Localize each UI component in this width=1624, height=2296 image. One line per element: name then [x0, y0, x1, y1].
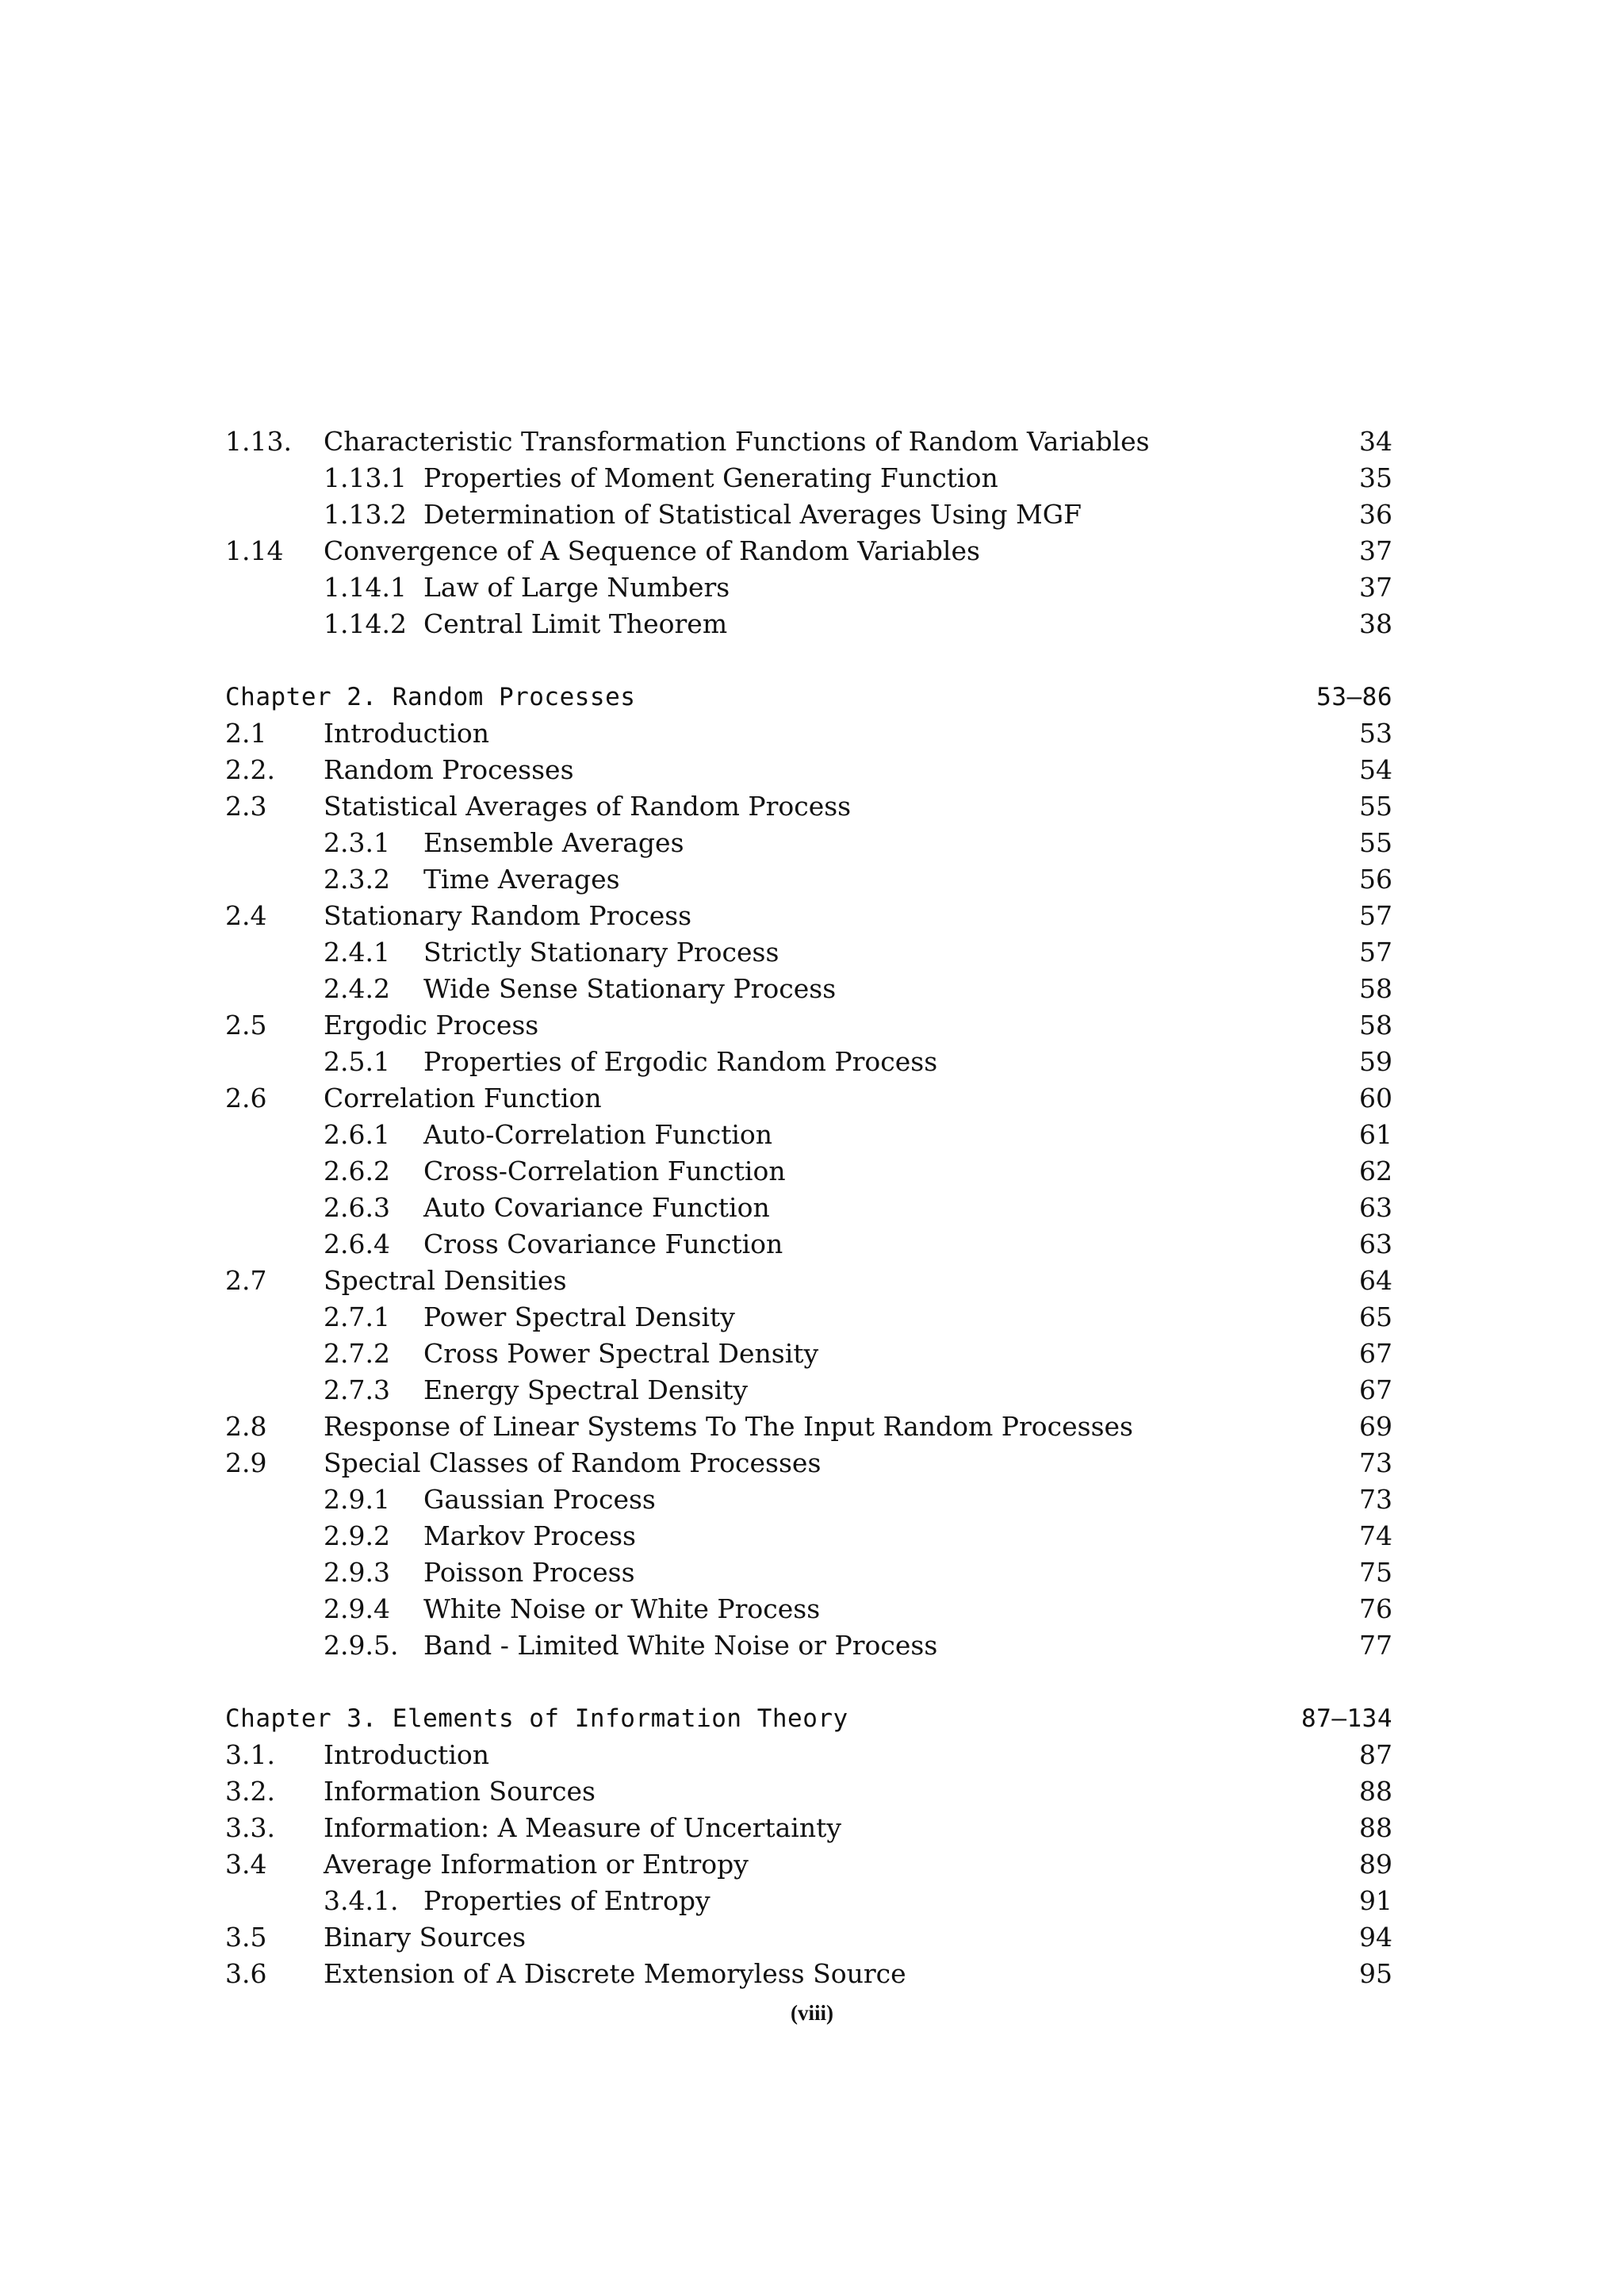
toc-entry [225, 1919, 1392, 1956]
section-title: White Noise or White Process [423, 1593, 821, 1624]
section-title: Cross-Correlation Function [423, 1156, 786, 1186]
page-number: 63 [1359, 1192, 1392, 1223]
toc-subentry [225, 1299, 1392, 1336]
toc-entry [225, 424, 1392, 460]
section-title: Correlation Function [324, 1083, 602, 1114]
toc-subentry [225, 1518, 1392, 1554]
toc-subentry [225, 971, 1392, 1007]
toc-subentry [225, 1883, 1392, 1919]
toc-entry [225, 715, 1392, 752]
section-title: Introduction [324, 1739, 489, 1770]
section-number: 2.9.3 [324, 1557, 390, 1588]
toc-entry [225, 1956, 1392, 1992]
section-number: 2.5 [225, 1010, 267, 1041]
toc-subentry [225, 1591, 1392, 1627]
section-number: 2.7.3 [324, 1374, 390, 1405]
page-number: 89 [1359, 1849, 1392, 1880]
toc-subentry [225, 1153, 1392, 1190]
section-number: 2.1 [225, 718, 267, 749]
page-number: 73 [1359, 1484, 1392, 1515]
section-title: Ensemble Averages [423, 827, 684, 858]
toc-subentry [225, 569, 1392, 606]
section-number: 2.9 [225, 1447, 267, 1478]
toc-entry [225, 1409, 1392, 1445]
section-title: Auto-Correlation Function [423, 1119, 773, 1150]
toc-entry [225, 1007, 1392, 1044]
page-number: 56 [1359, 864, 1392, 895]
page-number: 60 [1359, 1083, 1392, 1114]
page-number: 63 [1359, 1228, 1392, 1259]
toc-subentry [225, 1554, 1392, 1591]
page-number: 69 [1359, 1411, 1392, 1442]
page-number: 59 [1359, 1046, 1392, 1077]
chapter-heading [225, 1700, 1392, 1737]
page-number: 88 [1359, 1812, 1392, 1843]
section-number: 2.9.4 [324, 1593, 390, 1624]
section-number: 2.6 [225, 1083, 267, 1114]
page-number: 91 [1359, 1885, 1392, 1916]
page-number: 67 [1359, 1374, 1392, 1405]
toc-subentry [225, 1190, 1392, 1226]
toc-entry [225, 1846, 1392, 1883]
section-title: Power Spectral Density [423, 1301, 735, 1332]
section-number: 1.13. [225, 426, 292, 457]
section-number: 2.6.4 [324, 1228, 390, 1259]
section-number: 2.2. [225, 754, 275, 785]
chapter-heading [225, 679, 1392, 715]
section-title: Energy Spectral Density [423, 1374, 749, 1405]
section-number: 1.14.2 [324, 608, 407, 639]
page-number: 55 [1359, 827, 1392, 858]
section-number: 3.4 [225, 1849, 267, 1880]
toc-subentry [225, 1481, 1392, 1518]
section-number: 2.4.2 [324, 973, 390, 1004]
page-number: 54 [1359, 754, 1392, 785]
section-title: Stationary Random Process [324, 900, 692, 931]
page-number: 53 [1359, 718, 1392, 749]
toc-subentry [225, 825, 1392, 861]
page-number: 64 [1359, 1265, 1392, 1296]
page-number: 36 [1359, 499, 1392, 530]
page-folio: (viii) [791, 2001, 833, 2025]
page-number: 38 [1359, 608, 1392, 639]
section-title: Cross Covariance Function [423, 1228, 783, 1259]
page-number: 77 [1359, 1630, 1392, 1661]
section-title: Special Classes of Random Processes [324, 1447, 822, 1478]
section-title: Introduction [324, 718, 489, 749]
section-title: Average Information or Entropy [324, 1849, 749, 1880]
section-number: 2.9.5. [324, 1630, 399, 1661]
section-title: Information Sources [324, 1776, 596, 1807]
section-number: 1.14.1 [324, 572, 407, 603]
toc-subentry [225, 1226, 1392, 1263]
page-number: 88 [1359, 1776, 1392, 1807]
toc-subentry [225, 934, 1392, 971]
section-number: 3.1. [225, 1739, 275, 1770]
toc-entry [225, 1737, 1392, 1773]
section-number: 3.5 [225, 1922, 267, 1953]
toc-subentry [225, 606, 1392, 642]
section-number: 3.2. [225, 1776, 275, 1807]
section-number: 3.3. [225, 1812, 275, 1843]
section-title: Extension of A Discrete Memoryless Source [324, 1958, 906, 1989]
section-number: 2.6.1 [324, 1119, 390, 1150]
toc-entry [225, 752, 1392, 788]
toc-entry [225, 533, 1392, 569]
section-number: 2.7.2 [324, 1338, 390, 1369]
section-title: Properties of Ergodic Random Process [423, 1046, 938, 1077]
page-number: 57 [1359, 937, 1392, 968]
section-title: Characteristic Transformation Functions of Random Variables [324, 426, 1150, 457]
chapter-page-range: 53–86 [1316, 683, 1392, 711]
section-title: Convergence of A Sequence of Random Variables [324, 535, 980, 566]
section-title: Properties of Entropy [423, 1885, 710, 1916]
page-number: 87 [1359, 1739, 1392, 1770]
section-number: 3.4.1. [324, 1885, 399, 1916]
toc-subentry [225, 1117, 1392, 1153]
section-title: Information: A Measure of Uncertainty [324, 1812, 842, 1843]
section-number: 2.9.2 [324, 1520, 390, 1551]
page-number: 61 [1359, 1119, 1392, 1150]
page-number: 57 [1359, 900, 1392, 931]
toc-subentry [225, 496, 1392, 533]
page-number: 37 [1359, 535, 1392, 566]
section-title: Strictly Stationary Process [423, 937, 779, 968]
section-title: Gaussian Process [423, 1484, 656, 1515]
section-title: Markov Process [423, 1520, 636, 1551]
toc-subentry [225, 1336, 1392, 1372]
chapter-title: Chapter 2. Random Processes [225, 683, 636, 711]
page-number: 58 [1359, 973, 1392, 1004]
section-title: Central Limit Theorem [423, 608, 728, 639]
section-title: Response of Linear Systems To The Input Random Processes [324, 1411, 1133, 1442]
page-number: 55 [1359, 791, 1392, 822]
section-number: 2.4.1 [324, 937, 390, 968]
toc-entry [225, 1445, 1392, 1481]
section-number: 2.7 [225, 1265, 267, 1296]
section-number: 2.9.1 [324, 1484, 390, 1515]
section-number: 1.13.2 [324, 499, 407, 530]
section-title: Band - Limited White Noise or Process [423, 1630, 938, 1661]
page-number: 73 [1359, 1447, 1392, 1478]
toc-subentry [225, 1627, 1392, 1664]
table-of-contents [225, 424, 1392, 1992]
page-number: 65 [1359, 1301, 1392, 1332]
page-number: 74 [1359, 1520, 1392, 1551]
toc-subentry [225, 861, 1392, 898]
section-title: Time Averages [423, 864, 620, 895]
section-title: Wide Sense Stationary Process [423, 973, 837, 1004]
toc-subentry [225, 1372, 1392, 1409]
section-title: Binary Sources [324, 1922, 527, 1953]
section-number: 3.6 [225, 1958, 267, 1989]
page-number: 76 [1359, 1593, 1392, 1624]
section-title: Poisson Process [423, 1557, 635, 1588]
page-number: 34 [1359, 426, 1392, 457]
page-number: 62 [1359, 1156, 1392, 1186]
section-number: 2.8 [225, 1411, 267, 1442]
section-number: 1.13.1 [324, 462, 407, 493]
section-title: Cross Power Spectral Density [423, 1338, 819, 1369]
toc-entry [225, 1810, 1392, 1846]
section-number: 2.6.2 [324, 1156, 390, 1186]
section-number: 1.14 [225, 535, 284, 566]
section-number: 2.7.1 [324, 1301, 390, 1332]
section-number: 2.3.2 [324, 864, 390, 895]
section-number: 2.3 [225, 791, 267, 822]
toc-entry [225, 1080, 1392, 1117]
chapter-page-range: 87–134 [1301, 1704, 1392, 1733]
page-number: 35 [1359, 462, 1392, 493]
page-number: 75 [1359, 1557, 1392, 1588]
section-title: Statistical Averages of Random Process [324, 791, 852, 822]
page-number: 58 [1359, 1010, 1392, 1041]
page-number: 95 [1359, 1958, 1392, 1989]
section-title: Random Processes [324, 754, 574, 785]
section-number: 2.6.3 [324, 1192, 390, 1223]
page-number: 94 [1359, 1922, 1392, 1953]
section-title: Determination of Statistical Averages Using MGF [423, 499, 1082, 530]
page-number: 37 [1359, 572, 1392, 603]
section-title: Properties of Moment Generating Function [423, 462, 998, 493]
section-title: Spectral Densities [324, 1265, 567, 1296]
toc-entry [225, 898, 1392, 934]
page-number: 67 [1359, 1338, 1392, 1369]
toc-entry [225, 1773, 1392, 1810]
section-number: 2.4 [225, 900, 267, 931]
toc-entry [225, 788, 1392, 825]
section-title: Ergodic Process [324, 1010, 539, 1041]
chapter-title: Chapter 3. Elements of Information Theory [225, 1704, 848, 1733]
section-title: Law of Large Numbers [423, 572, 730, 603]
toc-subentry [225, 1044, 1392, 1080]
section-title: Auto Covariance Function [423, 1192, 770, 1223]
section-number: 2.3.1 [324, 827, 390, 858]
section-number: 2.5.1 [324, 1046, 390, 1077]
toc-entry [225, 1263, 1392, 1299]
toc-subentry [225, 460, 1392, 496]
